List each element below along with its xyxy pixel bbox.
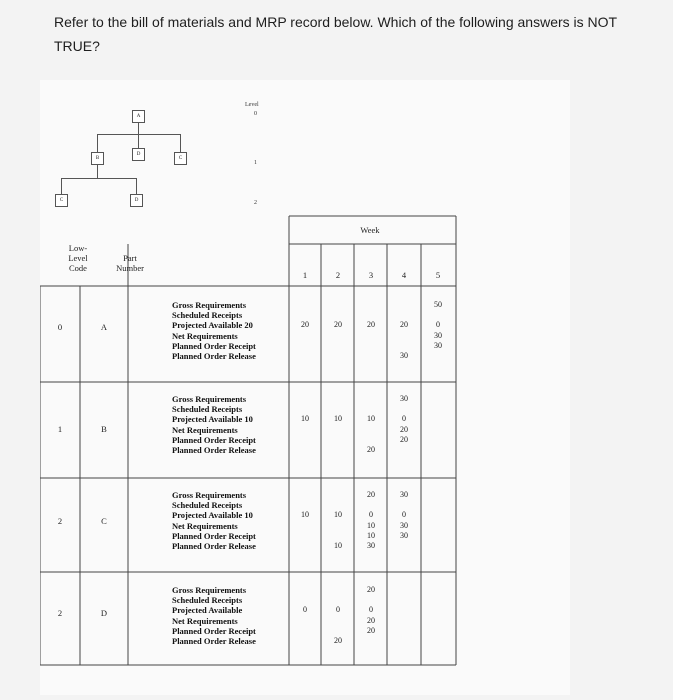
- bom-node-a: A: [132, 110, 145, 123]
- part-number-header: Part Number: [116, 253, 144, 273]
- item-b-code: 1: [57, 424, 63, 434]
- item-c-code: 2: [57, 516, 63, 526]
- item-b-part: B: [101, 424, 107, 434]
- week-cell: 0: [303, 605, 307, 615]
- level-1: 1: [254, 160, 257, 166]
- week-cell: 0: [369, 605, 373, 615]
- level-header: Level: [245, 102, 259, 108]
- week-1: 1: [302, 270, 308, 280]
- item-a-part: A: [100, 322, 108, 332]
- bom-line: [138, 134, 139, 148]
- item-b-rows: Gross Requirements Scheduled Receipts Projected Available 10 Net Requirements Planned Order Receipt Planned Order Release: [172, 394, 256, 456]
- week-cell: 20: [334, 636, 342, 645]
- week-cell: 20: [367, 445, 375, 454]
- low-level-code-header: Low- Level Code: [68, 243, 88, 273]
- item-a-code: 0: [57, 322, 63, 332]
- bom-line: [61, 178, 137, 179]
- week-cell: 0: [336, 605, 340, 615]
- week-label: Week: [360, 225, 380, 235]
- item-d-code: 2: [57, 608, 63, 618]
- bom-line: [97, 134, 98, 152]
- week-cell: 20: [367, 615, 375, 625]
- week-cell: 10: [367, 520, 375, 530]
- week-cell: 10: [301, 414, 309, 424]
- week-cell: 50: [434, 300, 442, 309]
- bom-line: [136, 178, 137, 194]
- bom-line: [61, 178, 62, 194]
- week-cell: 10: [367, 414, 375, 424]
- bom-line: [97, 164, 98, 178]
- item-c-part: C: [101, 516, 107, 526]
- item-c-rows: Gross Requirements Scheduled Receipts Projected Available 10 Net Requirements Planned Order Receipt Planned Order Release: [172, 490, 256, 552]
- question-text: Refer to the bill of materials and MRP record below. Which of the following answers is NOT TRUE?: [54, 14, 617, 54]
- week-cell: 20: [367, 490, 375, 499]
- week-cell: 30: [400, 490, 408, 499]
- bom-node-c-top: C: [174, 152, 187, 165]
- bom-line: [138, 122, 139, 134]
- week-cell: 30: [400, 394, 408, 403]
- week-cell: 20: [367, 625, 375, 635]
- week-cell: 0: [402, 414, 406, 424]
- level-0: 0: [254, 111, 257, 117]
- week-cell: 20: [301, 320, 309, 330]
- week-cell: 30: [434, 340, 442, 350]
- week-cell: 0: [436, 320, 440, 330]
- week-2: 2: [335, 270, 341, 280]
- week-cell: 30: [434, 330, 442, 340]
- bom-node-b: B: [91, 152, 104, 165]
- week-cell: 0: [369, 510, 373, 520]
- week-5: 5: [435, 270, 441, 280]
- week-cell: 10: [301, 510, 309, 520]
- bom-node-d-top: D: [132, 148, 145, 161]
- week-cell: 10: [334, 510, 342, 520]
- week-cell: 30: [400, 530, 408, 540]
- item-d-part: D: [100, 608, 108, 618]
- week-cell: 20: [367, 320, 375, 330]
- week-cell: 30: [400, 520, 408, 530]
- bom-mrp-photo: [40, 80, 570, 695]
- item-a-rows: Gross Requirements Scheduled Receipts Projected Available 20 Net Requirements Planned Order Receipt Planned Order Release: [172, 300, 256, 362]
- week-cell: 0: [402, 510, 406, 520]
- week-cell: 10: [334, 414, 342, 424]
- week-cell: 20: [400, 424, 408, 434]
- bom-node-d-bottom: D: [130, 194, 143, 207]
- week-3: 3: [368, 270, 374, 280]
- week-cell: 20: [400, 434, 408, 444]
- bom-node-c-bottom: C: [55, 194, 68, 207]
- week-cell: 20: [400, 320, 408, 330]
- week-4: 4: [401, 270, 407, 280]
- item-d-rows: Gross Requirements Scheduled Receipts Projected Available Net Requirements Planned Order Receipt Planned Order Release: [172, 585, 256, 647]
- week-cell: 10: [334, 541, 342, 550]
- week-cell: 30: [367, 541, 375, 550]
- bom-line: [180, 134, 181, 152]
- week-cell: 20: [367, 585, 375, 594]
- week-cell: 30: [400, 351, 408, 360]
- week-cell: 20: [334, 320, 342, 330]
- week-cell: 10: [367, 530, 375, 540]
- bom-line: [97, 134, 181, 135]
- table-grid: [40, 80, 570, 695]
- level-2: 2: [254, 200, 257, 206]
